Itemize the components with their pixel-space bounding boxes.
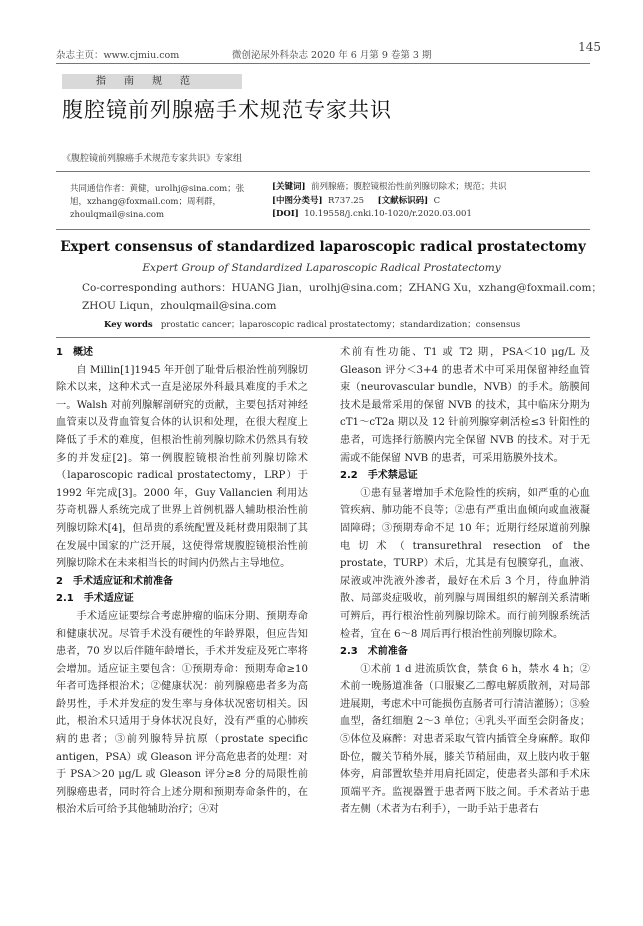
- keywords: 前列腺癌；腹腔镜根治性前列腺切除术；规范；共识: [310, 182, 507, 192]
- doc-code-label: [文献标识码]: [377, 195, 429, 206]
- paragraph-overview: 自 Millin[1]1945 年开创了耻骨后根治性前列腺切除术以来，这种术式一直是泌尿外科最具难度的手术之一。Walsh 对前列腺解剖研究的贡献，主要包括对神经血管束以及背血管复合体的认识和处理，在很大程度上降低了手术的难度，但根治性前列腺切除术仍然具有较多的并发症[2]。第一例腹腔镜根治性前列腺切除术（laparoscopic radical prostatectomy，LRP）于 1992 年完成[3]。2000 年，Guy Vallancien 利用达芬奇机器人系统完成了世界上首例机器人辅助根治性前列腺切除术[4]，但昂贵的系统配置及耗材费用限制了其在发展中国家的广泛开展，这使得常规腹腔镜根治性前列腺切除术在未来相当长的时间内仍然占主导地位。: [56, 364, 308, 570]
- divider-body: [56, 337, 590, 338]
- paragraph-preparation: ①术前 1 d 进流质饮食，禁食 6 h，禁水 4 h；②术前一晚肠道准备（口服聚乙二醇电解质散剂，对局部进展期，考虑术中可能损伤直肠者可行清洁灌肠）；③验血型，备红细胞 2～3 单位；④乳头平面至会阴备皮；⑤体位及麻醉：对患者采取气管内插管全身麻醉。取仰卧位，髋关节稍外展，膝关节稍屈曲，双上肢内收于躯体旁，肩部置软垫并用肩托固定，使患者头部和手术床顶端平齐。监视器置于患者两下肢之间。手术者站于患者左侧（术者为右利手），一助手站于患者右: [340, 663, 590, 816]
- english-corr-line1: Co-corresponding authors：HUANG Jian，urolhj@sina.com；ZHANG Xu，xzhang@foxmail.com；: [82, 282, 602, 294]
- doc-code-value: C: [433, 195, 441, 206]
- english-title: Expert consensus of standardized laparoscopic radical prostatectomy: [60, 239, 586, 255]
- english-keywords-label: Key words: [104, 320, 153, 330]
- keywords-label: [关键词]: [272, 182, 306, 192]
- english-keywords-value: prostatic cancer；laparoscopic radical prostatectomy；standardization；consensus: [160, 320, 521, 330]
- doi-value[interactable]: 10.19558/j.cnki.10-1020/r.2020.03.001: [304, 209, 472, 219]
- english-keywords: [104, 318, 520, 330]
- paragraph-nvb: 术前有性功能、T1 或 T2 期，PSA＜10 μg/L 及 Gleason 评分＜3+4 的患者术中可采用保留神经血管束（neurovascular bundle，NVB）的手术。筋膜间技术是最常采用的保留 NVB 的技术，其中临床分期为 cT1～cT2a 期以及 12 针前列腺穿刺活检≤3 针阳性的患者，可选择行筋膜内完全保留 NVB 的技术。对于无需或不能保留 NVB 的患者，可采用筋膜外技术。: [340, 347, 590, 464]
- header-journal: 微创泌尿外科杂志 2020 年 6 月第 9 卷第 3 期: [232, 50, 432, 61]
- divider-top: [56, 171, 590, 172]
- english-corr-line2: ZHOU Liqun，zhoulqmail@sina.com: [82, 300, 277, 312]
- clc-label: [中图分类号]: [272, 195, 323, 206]
- left-column: [56, 344, 308, 819]
- heading-2-2: 2.2 手术禁忌证: [340, 470, 418, 482]
- clc-value: R737.25: [327, 195, 365, 206]
- corresponding-authors: 共同通信作者：黄健，urolhj@sina.com；张旭，xzhang@foxmail.com；周利群，zhoulqmail@sina.com: [70, 184, 245, 220]
- heading-2-1: 2.1 手术适应证: [56, 593, 134, 605]
- heading-2-3: 2.3 术前准备: [340, 646, 408, 658]
- page-number: 145: [578, 40, 601, 54]
- article-title: 腹腔镜前列腺癌手术规范专家共识: [62, 98, 392, 122]
- header-site: 杂志主页：www.cjmiu.com: [56, 50, 180, 61]
- paragraph-contraindications: ①患有显著增加手术危险性的疾病，如严重的心血管疾病、肺功能不良等；②患有严重出血倾向或血液凝固障碍；③预期寿命不足 10 年；近期行经尿道前列腺电切术（transurethral resection of the prostate，TURP）术后，尤其是有包膜穿孔，血液、尿液或冲洗液外渗者，最好在术后 3 个月，待血肿消散、局部炎症吸收，前列腺与周围组织的解剖关系清晰可辨后，再行根治性前列腺切除术。而行前列腺系统活检者，宜在 6～8 周后再行根治性前列腺切除术。: [340, 487, 590, 640]
- right-column: [340, 344, 590, 819]
- section-tag: 指南规范: [62, 74, 242, 89]
- doi-label: [DOI]: [272, 209, 299, 219]
- heading-1: 1 概述: [56, 347, 93, 358]
- author-group: 《腹腔镜前列腺癌手术规范专家共识》专家组: [62, 154, 243, 164]
- article-meta: [272, 181, 592, 222]
- heading-2: 2 手术适应证和术前准备: [56, 575, 173, 587]
- divider-meta: [56, 229, 590, 230]
- paragraph-indications: 手术适应证要综合考虑肿瘤的临床分期、预期寿命和健康状况。尽管手术没有硬性的年龄界限，但应告知患者，70 岁以后伴随年龄增长，手术并发症及死亡率将会增加。适应证主要包含：①预期寿命：预期寿命≥10 年者可选择根治术；②健康状况：前列腺癌患者多为高龄男性，手术并发症的发生率与身体状况密切相关。因此，根治术只适用于身体状况良好，没有严重的心肺疾病的患者；③前列腺特异抗原（prostate specific antigen，PSA）或 Gleason 评分高危患者的处理：对于 PSA＞20 μg/L 或 Gleason 评分≥8 分的局限性前列腺癌患者，同时符合上述分期和预期寿命条件的，在根治术后可给予其他辅助治疗；④对: [56, 610, 308, 816]
- english-group: Expert Group of Standardized Laparoscopic Radical Prostatectomy: [142, 262, 501, 274]
- header-rule: [56, 63, 590, 64]
